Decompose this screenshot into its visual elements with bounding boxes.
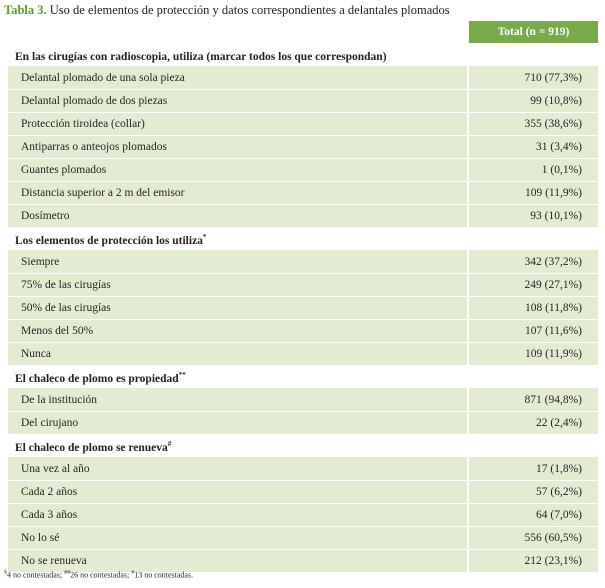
row-label: Nunca (8, 343, 468, 366)
row-value: 31 (3,4%) (468, 136, 598, 159)
table-row (8, 182, 598, 205)
row-value: 556 (60,5%) (468, 527, 598, 550)
header-total: Total (n = 919) (468, 21, 598, 44)
row-value: 249 (27,1%) (468, 274, 598, 297)
row-value: 355 (38,6%) (468, 113, 598, 136)
table-row (8, 67, 598, 90)
section-value-empty (468, 44, 598, 67)
section-header-row (8, 435, 598, 458)
row-label: Delantal plomado de una sola pieza (8, 67, 468, 90)
table-row (8, 343, 598, 366)
section-title-text: Los elementos de protección los utiliza (15, 234, 203, 247)
section-title (8, 366, 468, 389)
footnote-text-2: 26 no contestadas; (70, 570, 132, 580)
row-value: 710 (77,3%) (468, 67, 598, 90)
section-title-text: El chaleco de plomo se renueva (15, 441, 168, 454)
table-row (8, 274, 598, 297)
table-row (8, 412, 598, 435)
section-header-row (8, 366, 598, 389)
table-row (8, 90, 598, 113)
row-value: 212 (23,1%) (468, 550, 598, 573)
section-title (8, 228, 468, 251)
footnote-text-1: 4 no contestadas; (7, 570, 65, 580)
table-row (8, 458, 598, 481)
footnote-mark-1: § (4, 570, 7, 576)
row-value: 17 (1,8%) (468, 458, 598, 481)
row-value: 108 (11,8%) (468, 297, 598, 320)
section-footnote-mark: # (167, 440, 172, 449)
row-value: 342 (37,2%) (468, 251, 598, 274)
table-row (8, 389, 598, 412)
table-body (8, 44, 598, 573)
table-row (8, 527, 598, 550)
footnote-mark-2: ## (64, 570, 71, 576)
section-header-row (8, 44, 598, 67)
table-row (8, 504, 598, 527)
footnote (4, 568, 193, 581)
row-label: Menos del 50% (8, 320, 468, 343)
section-header-row (8, 228, 598, 251)
section-value-empty (468, 435, 598, 458)
row-value: 107 (11,6%) (468, 320, 598, 343)
data-table (8, 21, 598, 573)
table-header-row (8, 21, 598, 44)
row-value: 1 (0,1%) (468, 159, 598, 182)
footnote-text-3: 13 no contestadas. (134, 570, 194, 580)
row-label: Del cirujano (8, 412, 468, 435)
row-label: Dosímetro (8, 205, 468, 228)
table-row (8, 159, 598, 182)
row-value: 57 (6,2%) (468, 481, 598, 504)
section-footnote-mark: * (202, 233, 207, 242)
row-value: 871 (94,8%) (468, 389, 598, 412)
table-caption-label: Tabla 3. (4, 3, 47, 17)
table-row (8, 136, 598, 159)
row-value: 93 (10,1%) (468, 205, 598, 228)
header-blank-cell (8, 21, 468, 44)
row-label: De la institución (8, 389, 468, 412)
table-row (8, 113, 598, 136)
row-label: Una vez al año (8, 458, 468, 481)
row-value: 109 (11,9%) (468, 343, 598, 366)
row-label: No lo sé (8, 527, 468, 550)
row-label: Siempre (8, 251, 468, 274)
row-label: Antiparras o anteojos plomados (8, 136, 468, 159)
row-label: 75% de las cirugías (8, 274, 468, 297)
row-value: 22 (2,4%) (468, 412, 598, 435)
table-row (8, 251, 598, 274)
row-label: Cada 3 años (8, 504, 468, 527)
section-title-text: El chaleco de plomo es propiedad (15, 372, 179, 385)
row-label: Delantal plomado de dos piezas (8, 90, 468, 113)
footnote-mark-3: # (131, 570, 135, 576)
table-caption-text: Uso de elementos de protección y datos correspondientes a delantales plomados (46, 3, 450, 17)
table-row (8, 297, 598, 320)
row-value: 99 (10,8%) (468, 90, 598, 113)
row-value: 64 (7,0%) (468, 504, 598, 527)
section-value-empty (468, 228, 598, 251)
row-value: 109 (11,9%) (468, 182, 598, 205)
row-label: Distancia superior a 2 m del emisor (8, 182, 468, 205)
table-row (8, 320, 598, 343)
row-label: Guantes plomados (8, 159, 468, 182)
section-title (8, 435, 468, 458)
row-label: 50% de las cirugías (8, 297, 468, 320)
row-label: Protección tiroidea (collar) (8, 113, 468, 136)
section-value-empty (468, 366, 598, 389)
row-label: No se renueva (8, 550, 468, 573)
table-caption (4, 2, 450, 18)
section-footnote-mark: ** (178, 371, 186, 380)
table-row (8, 205, 598, 228)
table-row (8, 481, 598, 504)
row-label: Cada 2 años (8, 481, 468, 504)
section-title (8, 44, 468, 67)
section-title-text: En las cirugías con radioscopia, utiliza (marcar todos los que correspondan) (15, 50, 387, 63)
